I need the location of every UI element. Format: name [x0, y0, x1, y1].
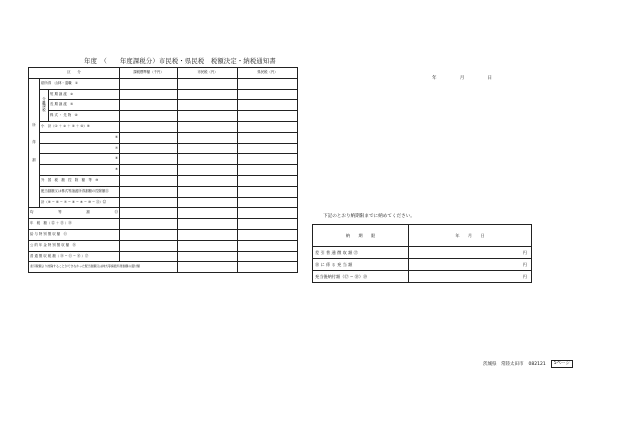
page-number-box: 5ページ	[551, 360, 573, 368]
cell	[178, 219, 238, 230]
due-row	[313, 247, 532, 259]
group-char: 離	[42, 100, 46, 105]
due-row-unit: 円	[409, 259, 532, 271]
cell	[178, 121, 238, 132]
cell	[178, 240, 238, 251]
date-day-label: 日	[487, 76, 492, 81]
row-label: 総所得 山林・退職 ①	[40, 78, 120, 89]
row-label: 普 通 徴 収 税 額（ ⑭ − ⑮ − ⑯ ）⑰	[29, 251, 120, 262]
group-char: 割	[32, 157, 36, 162]
due-row-unit: 円	[409, 247, 532, 259]
cell	[178, 229, 238, 240]
row-label: 短 期 譲 渡 ②	[49, 89, 120, 100]
row-label: 小 計（① ＋ ② ＋ ③ ＋ ④）⑤	[40, 121, 120, 132]
cell	[120, 154, 178, 165]
header-kenminzei: 県民税（円）	[238, 68, 298, 79]
table-row	[29, 186, 298, 197]
table-row	[29, 143, 298, 154]
group-char: 分	[42, 97, 46, 102]
cell	[178, 89, 238, 100]
group-label-bunri	[40, 89, 49, 121]
due-note: 下記のとおり納期限までに納めてください。	[323, 214, 415, 219]
table-row	[29, 154, 298, 165]
cell	[120, 121, 178, 132]
issuer-code: 082121	[528, 361, 546, 367]
header-kazei-hyojun: 課税標準額（千円）	[120, 68, 178, 79]
kinto-char: 均	[30, 210, 34, 215]
cell	[178, 111, 238, 122]
group-label-shotokuwari	[29, 78, 40, 208]
cell	[238, 165, 298, 176]
due-table	[312, 224, 532, 283]
cell	[178, 186, 238, 197]
row-label: 公 的 年 金 特 別 徴 収 額 ⑯	[29, 240, 120, 251]
row-label: 給 与 特 別 徴 収 額 ⑮	[29, 229, 120, 240]
cell	[120, 240, 178, 251]
cell	[178, 262, 238, 273]
cell	[238, 175, 298, 186]
due-row-unit: 円	[409, 271, 532, 283]
table-row	[29, 240, 298, 251]
row-label: ⑥	[40, 132, 120, 143]
cell	[238, 89, 298, 100]
due-row-label: 差 引 普 通 徴 収 額 ⑰	[313, 247, 409, 259]
group-char: 所	[32, 122, 36, 127]
cell	[238, 154, 298, 165]
group-char: 課	[42, 104, 46, 109]
row-label: 長 期 譲 渡 ③	[49, 100, 120, 111]
date-month-label: 月	[459, 76, 465, 81]
table-row	[29, 89, 298, 100]
row-label: 年 税 額（ ⑫ ＋ ⑬ ）⑭	[29, 219, 120, 230]
cell	[178, 100, 238, 111]
cell	[178, 154, 238, 165]
cell	[120, 197, 178, 208]
kinto-char: 割	[86, 210, 90, 215]
row-label: 計（⑤ − ⑥ − ⑦ − ⑧ − ⑨ − ⑩ − ⑪）⑫	[40, 197, 120, 208]
table-row	[29, 111, 298, 122]
due-row	[313, 271, 532, 283]
cell	[120, 251, 178, 262]
cell	[178, 251, 238, 262]
cell	[238, 121, 298, 132]
cell	[178, 143, 238, 154]
table-row	[29, 219, 298, 230]
issue-date	[432, 75, 492, 81]
table-row	[29, 251, 298, 262]
row-label-kintowari	[29, 208, 120, 219]
table-row	[29, 208, 298, 219]
row-label: ⑨	[40, 165, 120, 176]
cell	[238, 229, 298, 240]
kinto-num: ⑬	[114, 210, 118, 215]
cell	[120, 78, 178, 89]
cell	[178, 78, 238, 89]
form-title: 年度 （ 年度課税分）市民税・県民税 税額決定・納税通知書	[84, 58, 276, 65]
table-header-row	[29, 68, 298, 79]
cell	[178, 175, 238, 186]
issuer-name: 茨城県 常陸太田市	[483, 362, 524, 367]
cell	[120, 229, 178, 240]
cell	[120, 219, 178, 230]
row-label: 外 国 税 額 控 除 額 等 ⑩	[40, 175, 120, 186]
cell	[238, 219, 298, 230]
cell	[238, 197, 298, 208]
header-kubun: 区 分	[29, 68, 120, 79]
cell	[120, 208, 178, 219]
cell	[178, 197, 238, 208]
cell	[238, 143, 298, 154]
due-header-label: 納 期 限	[313, 225, 409, 247]
row-label: 差引税額より控除することができなかった配当割額又は株式等譲渡所得割額の還付額	[29, 262, 178, 273]
cell	[178, 132, 238, 143]
cell	[120, 165, 178, 176]
table-row	[29, 229, 298, 240]
cell	[238, 240, 298, 251]
table-row	[29, 262, 298, 273]
cell	[120, 100, 178, 111]
cell	[238, 186, 298, 197]
due-row	[313, 259, 532, 271]
table-row	[29, 175, 298, 186]
row-label: 株 式 ・ 先 物 ④	[49, 111, 120, 122]
cell	[120, 111, 178, 122]
cell	[238, 251, 298, 262]
row-label: ⑦	[40, 143, 120, 154]
kinto-char: 等	[58, 210, 62, 215]
header-shiminzei: 市民税（円）	[178, 68, 238, 79]
table-row	[29, 121, 298, 132]
cell	[238, 111, 298, 122]
group-char: 得	[32, 140, 36, 145]
due-header-row	[313, 225, 532, 247]
cell	[238, 262, 298, 273]
cell	[238, 208, 298, 219]
cell	[238, 100, 298, 111]
tax-assessment-table	[28, 67, 298, 273]
cell	[238, 132, 298, 143]
cell	[178, 208, 238, 219]
table-row	[29, 100, 298, 111]
cell	[238, 78, 298, 89]
due-row-label: 充当後納付額（⑰ − ⑱）⑲	[313, 271, 409, 283]
due-row-label: ⑱ に 係 る 充 当 額	[313, 259, 409, 271]
cell	[120, 175, 178, 186]
cell	[120, 89, 178, 100]
cell	[120, 143, 178, 154]
cell	[178, 165, 238, 176]
cell	[120, 132, 178, 143]
row-label: 配当割額又は株式等譲渡所得割額の控除額⑪	[40, 186, 120, 197]
row-label: ⑧	[40, 154, 120, 165]
table-row	[29, 132, 298, 143]
table-row	[29, 197, 298, 208]
cell	[120, 186, 178, 197]
table-row	[29, 165, 298, 176]
page-footer	[483, 360, 573, 368]
due-header-date: 年 月 日	[409, 225, 532, 247]
table-row	[29, 78, 298, 89]
group-char: 税	[42, 107, 46, 112]
date-year-label: 年	[432, 76, 437, 81]
